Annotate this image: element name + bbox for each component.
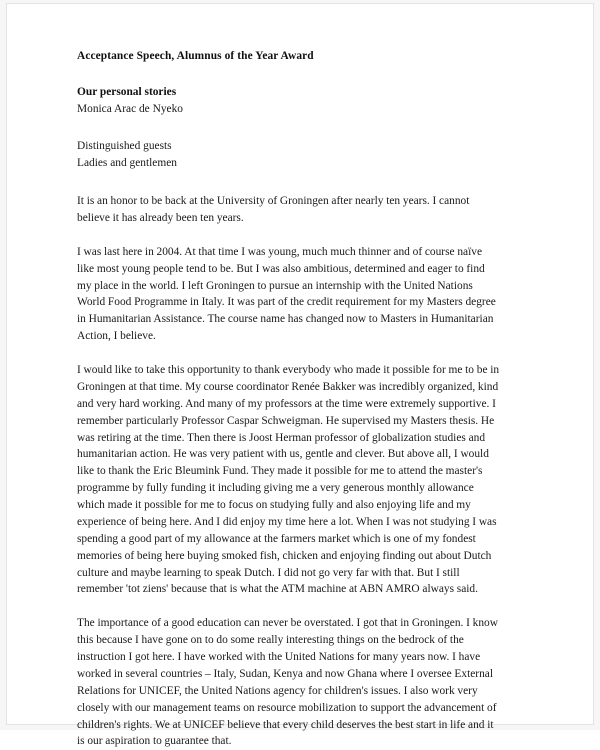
body-paragraph: It is an honor to be back at the University of Groningen after nearly ten years. I cannot believe it has already been ten years. (77, 195, 470, 224)
document-text-block (77, 49, 501, 750)
body-paragraph: I would like to take this opportunity to thank everybody who made it possible for me to be in Groningen at that time. My course coordinator Renée Bakker was incredibly organized, kind and very hard working. And many of my professors at the time were extremely supportive. I remember particularly Professor Caspar Schweigman. He supervised my Masters thesis. He was retiring at the time. Then there is Joost Herman professor of globalization studies and humanitarian action. He was very patient with us, gentle and clever. But above all, I would like to thank the Eric Bleumink Fund. They made it possible for me to attend the master's programme by fully funding it including giving me a very generous monthly allowance which made it possible for me to focus on studying fully and also enjoying life and my experience of being here. And I did enjoy my time here a lot. When I was not studying I was spending a good part of my allowance at the farmers market which is one of my fondest memories of being here buying smoked fish, chicken and enjoying finding out about Dutch culture and maybe learning to speak Dutch. I did not go very far with that. But I still remember 'tot ziens' because that is what the ATM machine at ABN AMRO always said. (77, 364, 500, 596)
salutation-line-2: Ladies and gentlemen (77, 157, 177, 170)
section-heading: Our personal stories (77, 86, 177, 99)
page-title: Acceptance Speech, Alumnus of the Year Award (77, 50, 314, 62)
author-name: Monica Arac de Nyeko (77, 102, 183, 115)
document-page (6, 3, 594, 748)
salutation-block (77, 138, 501, 172)
body-paragraph: The importance of a good education can never be overstated. I got that in Groningen. I know this because I have gone on to do some really interesting things on the bedrock of the instruction I got here. I have worked with the United Nations for many years now. I have worked in several countries – Italy, Sudan, Kenya and now Ghana where I oversee External Relations for UNICEF, the United Nations agency for children's issues. I also work very closely with our management teams on resource mobilization to support the advancement of children's rights. We at UNICEF believe that every child deserves the best start in life and it is our aspiration to guarantee that. (77, 617, 498, 748)
body-paragraph: I was last here in 2004. At that time I was young, much much thinner and of course naïve like most young people tend to be. But I was also ambitious, determined and eager to find my place in the world. I left Groningen to pursue an internship with the United Nations World Food Programme in Italy. It was part of the credit requirement for my Masters degree in Humanitarian Assistance. The course name has changed now to Masters in Humanitarian Action, I believe. (77, 245, 496, 343)
salutation-line-1: Distinguished guests (77, 140, 172, 153)
